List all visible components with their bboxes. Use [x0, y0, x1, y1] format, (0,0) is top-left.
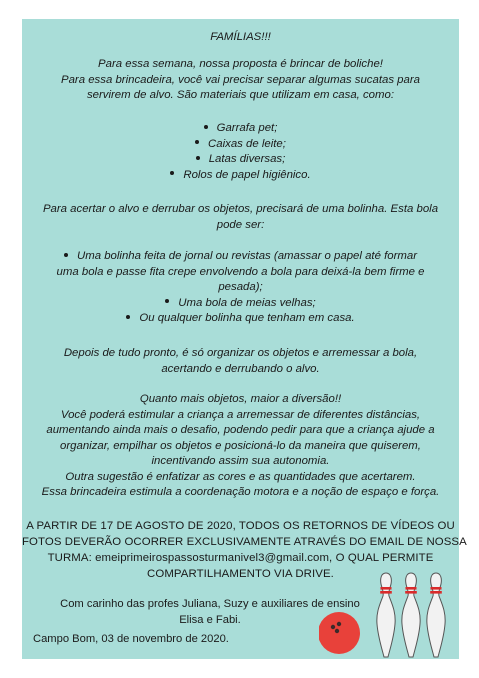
bowling-illustration — [319, 569, 459, 659]
email-notice: A PARTIR DE 17 DE AGOSTO DE 2020, TODOS OS RETORNOS DE VÍDEOS OU FOTOS DEVERÃO OCORRER EXCLUSIVAMENTE ATRAVÉS DO EMAIL DE NOSSA TURMA: emeiprimeirospassosturmanivel3@gmail.com, O QUAL PERMITE COMPARTILHAMENTO VIA DRIVE. — [22, 520, 467, 580]
list-item: Garrafa pet; — [22, 121, 459, 137]
date-line: Campo Bom, 03 de novembro de 2020. — [33, 633, 229, 645]
ball-options-list: Uma bolinha feita de jornal ou revistas (amassar o papel até formar uma bola e passe fita crepe envolvendo a bola para deixá-la bem firme e pesada); Uma bola de meias velhas; Ou qualquer bolinha que tenham em casa. — [22, 249, 459, 327]
bowling-ball-icon — [319, 612, 360, 654]
ball-intro-paragraph: Para acertar o alvo e derrubar os objetos, precisará de uma bolinha. Esta bola pode ser: — [42, 203, 439, 231]
after-paragraph: Depois de tudo pronto, é só organizar os objetos e arremessar a bola, acertando e derrubando o alvo. — [63, 347, 418, 375]
list-item: Uma bola de meias velhas; — [22, 296, 459, 312]
page-title: FAMÍLIAS!!! — [210, 31, 271, 43]
activity-sheet — [22, 19, 467, 659]
materials-list — [22, 121, 459, 183]
list-item: Caixas de leite; — [22, 137, 459, 153]
suggestions-paragraph: Quanto mais objetos, maior a diversão!! Você poderá estimular a criança a arremessar de diferentes distâncias, aumentando ainda mais o desafio, podendo pedir para que a criança ajude a organizar, empilhar os objetos e posicioná-lo da maneira que quiserem, incentivando assim sua autonomia. Outra sugestão é enfatizar as cores e as quantidades que acertarem. Essa brincadeira estimula a coordenação motora e a noção de espaço e força. — [41, 393, 440, 498]
intro-paragraph: Para essa semana, nossa proposta é brincar de boliche! Para essa brincadeira, você vai precisar separar algumas sucatas para servirem de alvo. São materiais que utilizam em casa, como: — [61, 58, 420, 101]
list-item: Rolos de papel higiênico. — [22, 168, 459, 184]
bowling-pins-icon — [377, 573, 445, 657]
list-item: Uma bolinha feita de jornal ou revistas (amassar o papel até formar — [22, 249, 459, 265]
list-item: Ou qualquer bolinha que tenham em casa. — [22, 311, 459, 327]
signature: Com carinho das profes Juliana, Suzy e auxiliares de ensino Elisa e Fabi. — [60, 598, 360, 626]
list-item: Latas diversas; — [22, 152, 459, 168]
